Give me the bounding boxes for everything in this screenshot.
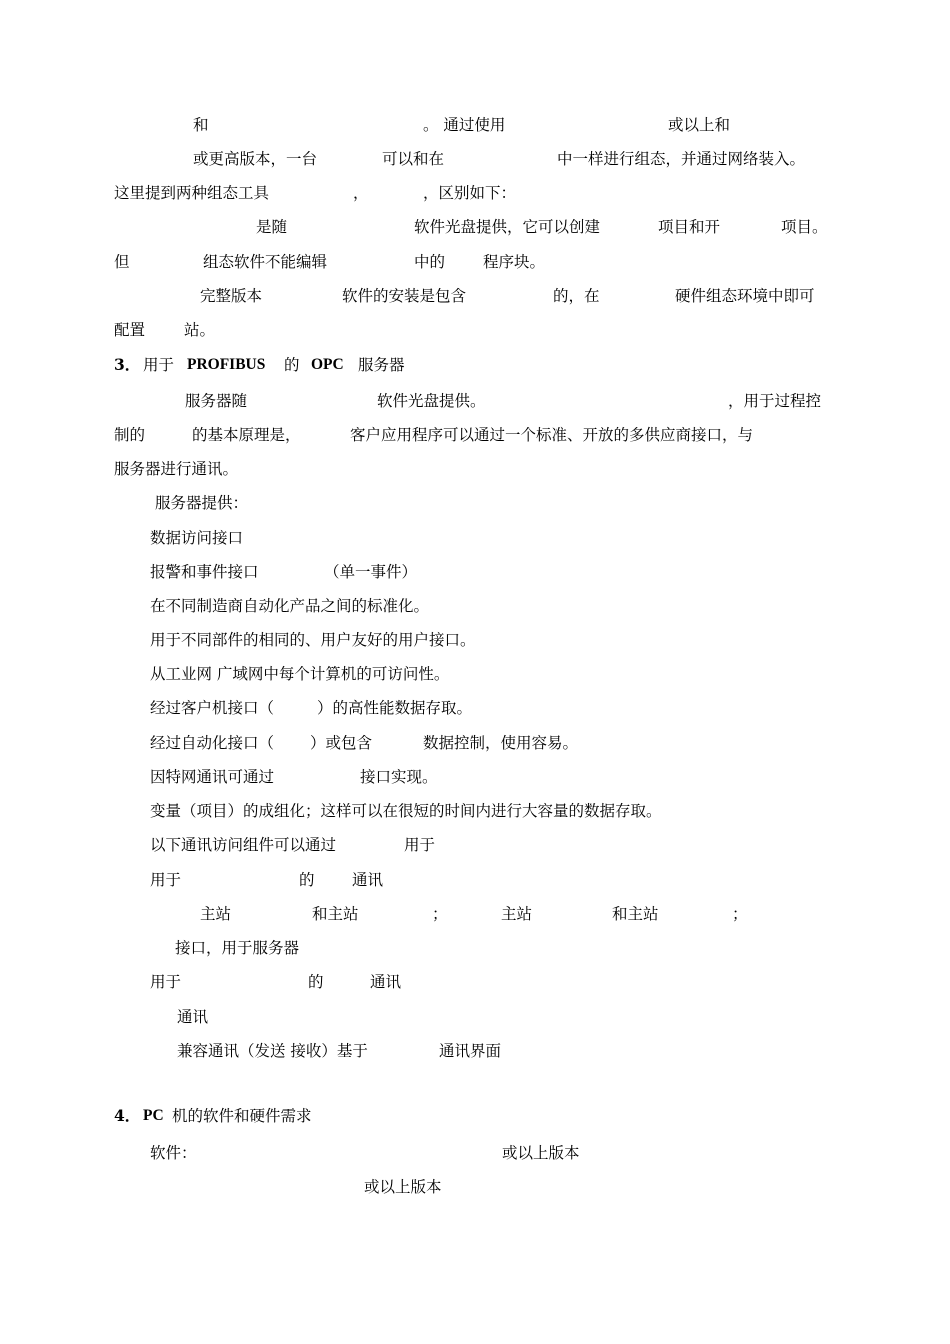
text-fragment: 项目。 [781,218,828,236]
text-fragment: 程序块。 [483,253,546,271]
list-item: 用于 [150,973,182,991]
list-item: 数据控制，使用容易。 [423,734,579,752]
list-item: 主站 [501,905,533,923]
text-fragment: 服务器随 [185,392,248,410]
text-fragment: 制的 [114,426,146,444]
text-fragment: 站。 [184,321,216,339]
list-item: 从工业网 广域网中每个计算机的可访问性。 [150,665,450,683]
text-fragment: 配置 [114,321,146,339]
list-item: 经过自动化接口（ [150,734,275,752]
list-item: 用于 [150,871,182,889]
section-4-heading-text: 机的软件和硬件需求 [172,1107,312,1125]
text-fragment: 服务器进行通讯。 [114,460,239,478]
text-fragment: 。 通过使用 [423,116,506,134]
text-fragment: 完整版本 [200,287,263,305]
text-fragment: 客户应用程序可以通过一个标准、开放的多供应商接口，与 [350,426,754,444]
list-item: （单一事件） [324,563,418,581]
list-item: 因特网通讯可通过 [150,768,275,786]
text-fragment: 软件光盘提供。 [377,392,486,410]
text-fragment: 硬件组态环境中即可 [675,287,815,305]
text-fragment: 或更高版本，一台 [193,150,318,168]
text-fragment: 和 [193,116,209,134]
list-item: 的 [308,973,324,991]
section-3-heading-profibus: PROFIBUS [187,356,266,373]
list-item: 通讯 [352,871,384,889]
text-fragment: 这里提到两种组态工具 [114,184,270,202]
text-fragment: 服务器提供： [155,494,249,512]
text-fragment: 项目和开 [658,218,721,236]
text-fragment: ， [353,184,369,202]
text-fragment: 或以上版本 [502,1144,580,1162]
text-fragment: ，区别如下： [423,184,517,202]
list-item: 变量（项目）的成组化；这样可以在很短的时间内进行大容量的数据存取。 [150,802,662,820]
list-item: 接口实现。 [360,768,438,786]
list-item: 通讯界面 [439,1042,502,1060]
section-3-heading-text: 用于 [143,356,175,374]
list-item: 接口，用于服务器 [175,939,300,957]
text-fragment: 中的 [414,253,446,271]
list-item: 主站 [200,905,232,923]
section-3-number: 3． [114,355,141,374]
list-item: 用于不同部件的相同的、用户友好的用户接口。 [150,631,476,649]
list-item: 数据访问接口 [150,529,244,547]
section-3-heading-opc: OPC [311,356,344,373]
list-item: 通讯 [370,973,402,991]
text-fragment: 或以上版本 [364,1178,442,1196]
list-item: 用于 [404,836,436,854]
list-item: ）或包含 [310,734,373,752]
text-fragment: 软件： [150,1144,197,1162]
text-fragment: 软件光盘提供，它可以创建 [414,218,601,236]
list-item: 通讯 [177,1008,209,1026]
list-item: 在不同制造商自动化产品之间的标准化。 [150,597,430,615]
text-fragment: 软件的安装是包含 [342,287,467,305]
section-4-number: 4． [114,1106,141,1125]
list-item: 以下通讯访问组件可以通过 [150,836,337,854]
section-4-heading-pc: PC [143,1107,164,1124]
text-fragment: 或以上和 [668,116,731,134]
text-fragment: 但 [114,253,130,271]
text-fragment: ，用于过程控 [728,392,822,410]
list-item: 经过客户机接口（ [150,699,275,717]
list-item: 和主站 [612,905,659,923]
text-fragment: 是随 [256,218,288,236]
list-item: 报警和事件接口 [150,563,259,581]
list-item: 的 [299,871,315,889]
list-item: ）的高性能数据存取。 [317,699,473,717]
text-fragment: 组态软件不能编辑 [203,253,328,271]
text-fragment: 的基本原理是， [192,426,301,444]
list-item: ； [432,905,448,923]
text-fragment: 中一样进行组态，并通过网络装入。 [557,150,806,168]
text-fragment: 的，在 [553,287,600,305]
section-3-heading-text: 的 [284,356,300,374]
text-fragment: 可以和在 [382,150,445,168]
list-item: 和主站 [312,905,359,923]
list-item: 兼容通讯（发送 接收）基于 [177,1042,368,1060]
list-item: ； [732,905,748,923]
section-3-heading-text: 服务器 [358,356,405,374]
